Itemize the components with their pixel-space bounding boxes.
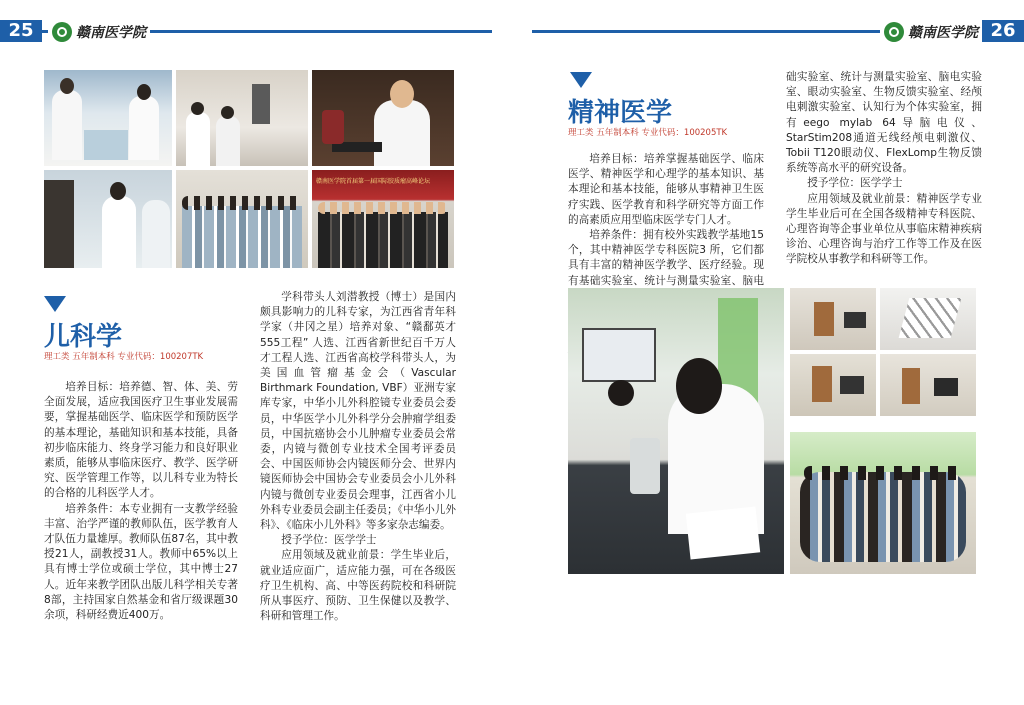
- school-logo-right: [880, 20, 982, 44]
- pediatrics-goal: 培养目标：培养德、智、体、美、劳全面发展，适应我国医疗卫生事业发展需要，掌握基础医学、临床医学和预防医学的基本理论，基础知识和基本技能，具备初步临床能力、终身学习能力和良好职业素质，能够从事临床医疗、教学、医学研究、医学管理工作等，以儿科专业为特长的合格的儿科医学人才。: [44, 381, 238, 500]
- school-seal-icon: [52, 22, 72, 42]
- school-name: 赣南医学院: [76, 25, 146, 41]
- psychiatry-degree: 授予学位：医学学士: [807, 177, 903, 190]
- pediatrics-leader: 学科带头人刘潜教授（博士）是国内颇具影响力的儿科专家，为江西省青年科学家（井冈之星）培养对象、“赣鄱英才555工程” 人选、江西省新世纪百千万人才工程人选、江西省高校学科带头人，为美国血管瘤基金会（Vascular Birthmark Foundation, VBF）亚洲专家库专家，中华小儿外科腔镜专业委员会委员，中华医学小儿外科学分会肿瘤学组委员，中国抗癌协会小儿肿瘤专业委员会常委，内镜与微创专业技术全国考评委员会、中国医师协会内镜医师分会、世界内镜医师协会中国协会专业委员会小儿外科内镜与微创专业委员会理事，江西省小儿外科专业委员会副主任委员；《中华小儿外科》、《临床小儿外科》等多家杂志编委。: [260, 291, 456, 532]
- psychiatry-text-column-2: [786, 70, 982, 268]
- psychiatry-title: 精神医学: [568, 98, 673, 128]
- psychiatry-subtitle: 理工类 五年制本科 专业代码：100205TK: [568, 128, 728, 138]
- pediatrics-degree: 授予学位：医学学士: [281, 534, 377, 547]
- pediatrics-career: 应用领域及就业前景：学生毕业后，就业适应面广，适应能力强，可在各级医疗卫生机构、高、中等医药院校和科研院所从事医疗、预防、卫生保健以及教学、科研和管理工作。: [260, 549, 456, 623]
- psychiatry-conditions: 培养条件：拥有校外实践教学基地15个，其中精神医学专科医院3 所，它们都具有丰富的精神医学教学、医疗经验。现有基础实验室、统计与测量实验室、脑电: [568, 229, 764, 287]
- photo-lab-microscope: [568, 288, 784, 574]
- psychiatry-text-column-1: [568, 152, 764, 287]
- photo-students-lecture: [176, 70, 308, 166]
- pediatrics-conditions: 培养条件：本专业拥有一支教学经验丰富、治学严谨的教师队伍，医学教育人才队伍力量雄厚。教师队伍87名，其中教授21人，副教授31人。教师中65%以上具有博士学位或硕士学位，其中博士27人。近年来教学团队出版儿科学相关专著8部，主持国家自然基金和省厅级课题30余项，科研经费近400万。: [44, 502, 238, 622]
- page-number-right: 26: [982, 20, 1024, 42]
- photo-lab-room-3: [880, 354, 976, 416]
- section-marker-icon: [570, 72, 592, 88]
- pediatrics-title: 儿科学: [44, 322, 123, 352]
- photo-banner-text: 赣南医学院首届第一届国际胶质瘤高峰论坛: [316, 178, 431, 185]
- photo-clinical-teaching: [44, 170, 172, 268]
- photo-lab-room: [790, 288, 876, 350]
- photo-doctors-ward: [44, 70, 172, 166]
- photo-group-hospital: [176, 170, 308, 268]
- school-name: 赣南医学院: [908, 25, 978, 41]
- psychiatry-goal: 培养目标：培养掌握基础医学、临床医学、精神医学和心理学的基本知识、基本理论和基本技能，能够从事精神卫生医疗实践、医学教育和科学研究等方面工作的高素质应用型临床医学专门人才。: [568, 153, 764, 226]
- psychiatry-conditions-cont: 础实验室、统计与测量实验室、脑电实验室、眼动实验室、生物反馈实验室、经颅电刺激实验室、认知行为个体实验室，拥有eego mylab 64导脑电仪、StarStim208通道无线经颅电刺激仪、Tobii T120眼动仪、FlexLomp生物反馈系统等高水平的研究设备。: [786, 71, 982, 175]
- section-marker-icon: [44, 296, 66, 312]
- school-seal-icon: [884, 22, 904, 42]
- pediatrics-text-column-2: [260, 290, 456, 624]
- school-logo-left: [48, 20, 150, 44]
- page-number-left: 25: [0, 20, 42, 42]
- photo-professor-portrait: [312, 70, 454, 166]
- pediatrics-text-column-1: [44, 380, 238, 623]
- photo-lab-room-2: [790, 354, 876, 416]
- photo-conference-group: [312, 170, 454, 268]
- photo-group-discussion: [790, 432, 976, 574]
- pediatrics-subtitle: 理工类 五年制本科 专业代码：100207TK: [44, 352, 204, 362]
- psychiatry-career: 应用领域及就业前景：精神医学专业学生毕业后可在全国各级精神专科医院、心理咨询等企事业单位从事临床精神疾病诊治、心理咨询与治疗工作等工作及在医学院校从事教学和科研等工作。: [786, 192, 982, 266]
- photo-lab-model: [880, 288, 976, 350]
